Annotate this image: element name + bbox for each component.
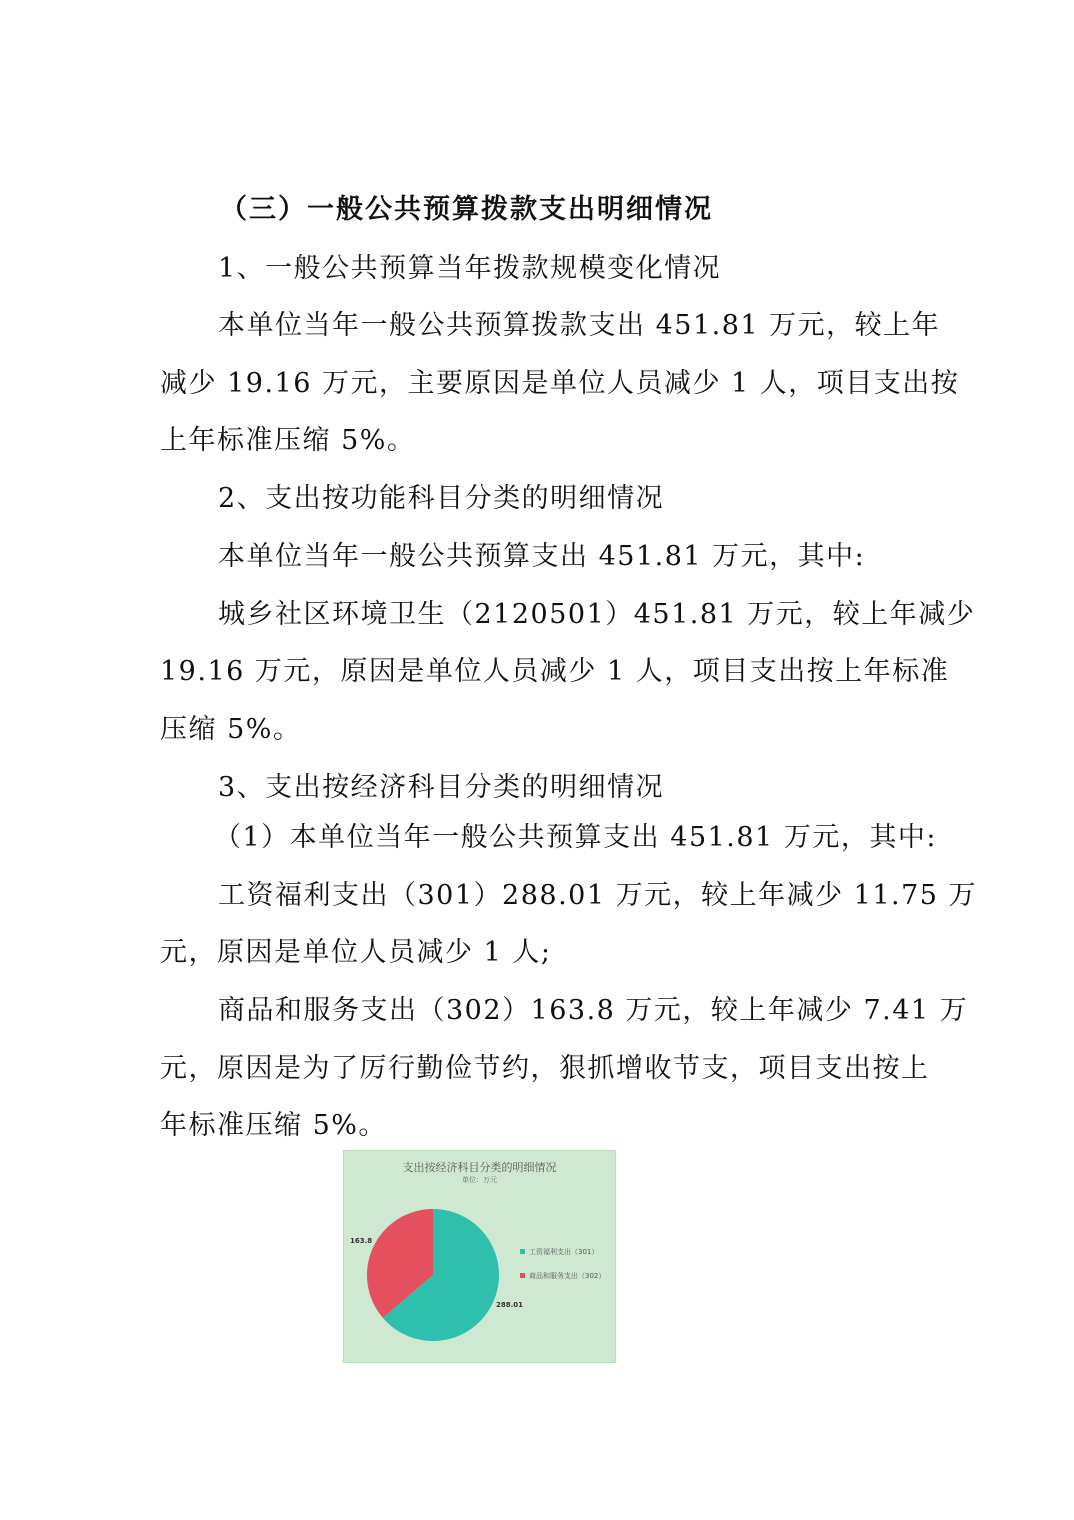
paragraph5-line2: 元，原因是单位人员减少 1 人; bbox=[160, 937, 552, 968]
slice-label-goods: 163.8 bbox=[350, 1237, 373, 1245]
legend-label-salary: 工资福利支出（301） bbox=[529, 1248, 599, 1256]
legend-item-goods bbox=[520, 1271, 621, 1281]
section-heading: （三）一般公共预算拨款支出明细情况 bbox=[220, 194, 713, 225]
paragraph6-line2: 元，原因是为了厉行勤俭节约，狠抓增收节支，项目支出按上 bbox=[160, 1053, 930, 1084]
paragraph3-line2: 19.16 万元，原因是单位人员减少 1 人，项目支出按上年标准 bbox=[160, 656, 950, 687]
paragraph4-line1: （1）本单位当年一般公共预算支出 451.81 万元，其中: bbox=[214, 822, 937, 853]
paragraph3-line1: 城乡社区环境卫生（2120501）451.81 万元，较上年减少 bbox=[218, 599, 976, 630]
legend-swatch-salary bbox=[520, 1249, 525, 1254]
paragraph6-line3: 年标准压缩 5%。 bbox=[160, 1110, 387, 1141]
chart-title: 支出按经济科目分类的明细情况 bbox=[402, 1161, 557, 1174]
paragraph6-line1: 商品和服务支出（302）163.8 万元，较上年减少 7.41 万 bbox=[218, 995, 969, 1026]
section3-title: 3、支出按经济科目分类的明细情况 bbox=[218, 772, 665, 803]
paragraph1-line1: 本单位当年一般公共预算拨款支出 451.81 万元，较上年 bbox=[218, 310, 941, 341]
section1-title: 1、一般公共预算当年拨款规模变化情况 bbox=[218, 253, 722, 284]
legend-item-salary bbox=[520, 1247, 621, 1257]
chart-legend bbox=[520, 1247, 621, 1295]
legend-swatch-goods bbox=[520, 1273, 525, 1278]
pie-chart bbox=[343, 1150, 616, 1363]
paragraph1-line3: 上年标准压缩 5%。 bbox=[160, 425, 416, 456]
chart-subtitle: 单位：万元 bbox=[462, 1176, 497, 1184]
slice-label-salary: 288.01 bbox=[496, 1301, 524, 1309]
paragraph3-line3: 压缩 5%。 bbox=[160, 714, 302, 745]
paragraph5-line1: 工资福利支出（301）288.01 万元，较上年减少 11.75 万 bbox=[218, 880, 978, 911]
legend-label-goods: 商品和服务支出（302） bbox=[529, 1272, 606, 1280]
paragraph1-line2: 减少 19.16 万元，主要原因是单位人员减少 1 人，项目支出按 bbox=[160, 368, 960, 399]
section2-title: 2、支出按功能科目分类的明细情况 bbox=[218, 483, 665, 514]
paragraph2-line1: 本单位当年一般公共预算支出 451.81 万元，其中: bbox=[218, 541, 866, 572]
